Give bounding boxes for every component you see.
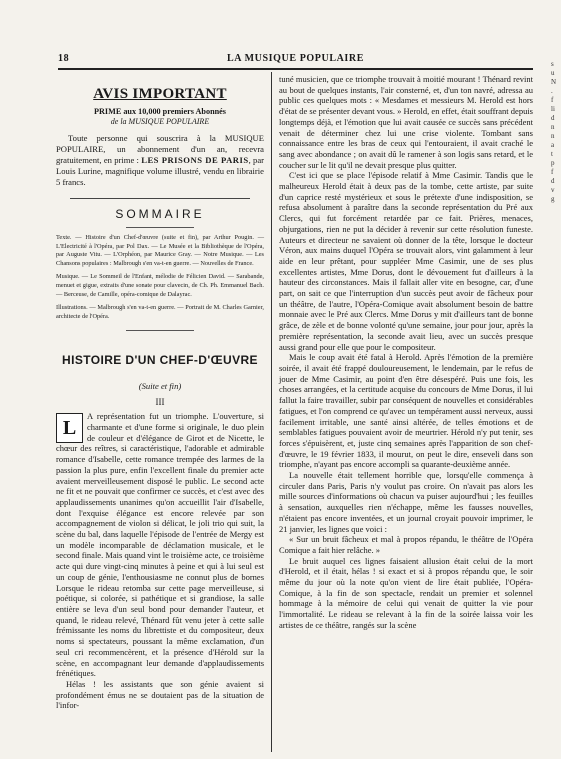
left-column — [56, 76, 264, 711]
header-rule — [58, 68, 533, 70]
paragraph: La nouvelle était tellement horrible que, lorsqu'elle commença à circuler dans Paris, Paris n'y voulut pas croire. On n'avait pas alors les mille sources d'informations où chacun va puiser aujourd'hui ; les feuilles à sensation, auxquelles rien n'échappe, même les fausses nouvelles, n'étaient pas encore inventées, et un journal croyait pouvoir imprimer, le 21 janvier, les lignes que voici : — [279, 470, 533, 534]
article-title: HISTOIRE D'UN CHEF-D'ŒUVRE — [62, 353, 258, 368]
column-separator — [271, 72, 272, 752]
avis-title: AVIS IMPORTANT — [93, 86, 227, 102]
avis-body — [56, 133, 264, 188]
article-suite: (Suite et fin) — [138, 381, 182, 392]
prime-subline: de la MUSIQUE POPULAIRE — [110, 117, 210, 126]
paragraph: Le bruit auquel ces lignes faisaient allusion était celui de la mort d'Herold, et il était, hélas ! si exact et si à propos répandu que, le soir même du jour où la note qu'on vient de lire était publiée, l'Opéra-Comique, à la fin de son spectacle, rendait un premier et solennel hommage à la mémoire de celui qui venait de quitter la vie pour l'immortalité. Le rideau se relevant à la fin de la soirée laissa voir les artistes de ce théâtre, rangés sur la scène — [279, 555, 533, 630]
article-body-left — [56, 411, 264, 711]
avis-body-pre: Toute personne qui souscrira à la MUSIQUE POPULAIRE, un abonnement d'un an, recevra gratuitement, en prime : — [56, 133, 264, 165]
drop-cap: L — [56, 413, 83, 443]
adjacent-page-edge: s u N . f li d n n a t p f d v g — [551, 60, 557, 203]
sommaire-illustrations: Illustrations. — Malbrough s'en va-t-en guerre. — Portrait de M. Charles Garnier, architecte de l'Opéra. — [56, 304, 264, 320]
chapter-number: III — [155, 397, 165, 408]
sommaire-musique: Musique. — Le Sommeil de l'Enfant, mélodie de Félicien David. — Sarabande, menuet et gigue, extraits d'une sonate pour clavecin, de Ch. Ph. Emmanuel Bach. — Berceuse, de Camille, opéra-comique de Dalayrac. — [56, 273, 264, 298]
sommaire-bottom-rule — [126, 330, 194, 331]
section-divider — [70, 198, 250, 199]
paragraph: Mais le coup avait été fatal à Herold. Après l'émotion de la première soirée, il avait été frappé douloureusement, le lendemain, par le refus de jouer de Mme Casimir, au point d'en être désespéré. Puis une fois, les choses arrangées, et la certitude acquise du concours de Mme Dorus, il lui fallut la faire travailler, subir par conséquent de nouvelles et considérables fatigues, et l'on comprend ce qu'avec un tempérament aussi nerveux, aussi facilement irritable, une santé ainsi altérée, de telles émotions et de semblables fatigues pouvaient avoir de meurtrier. Hérold n'y put tenir, ses forces s'épuisèrent, et, juste cinq semaines après l'apparition de son chef-d'œuvre, le 19 février 1833, il mourut, on peut le dire, enseveli dans son triomphe, n'ayant pas encore accompli sa quarante-deuxième année. — [279, 352, 533, 470]
prime-line: PRIME aux 10,000 premiers Abonnés — [94, 107, 226, 116]
prisons-title: LES PRISONS DE PARIS — [141, 155, 249, 165]
right-column — [279, 74, 533, 631]
running-header — [58, 53, 533, 67]
article-body-right — [279, 74, 533, 631]
publication-title: LA MUSIQUE POPULAIRE — [226, 53, 364, 64]
paragraph: Hélas ! les assistants que son génie avaient si profondément émus ne se doutaient pas de la situation de l'infor- — [56, 678, 264, 711]
page-number: 18 — [58, 53, 70, 64]
quote-paragraph: « Sur un bruit fâcheux et mal à propos répandu, le théâtre de l'Opéra Comique a fait hier relâche. » — [279, 534, 533, 555]
sommaire-rule — [126, 227, 194, 228]
paragraph: A représentation fut un triomphe. L'ouverture, si charmante et d'une forme si originale, le duo plein de couleur et d'élégance de Girot et de Nicette, le chœur des reîtres, si caractéristique, l'adorable et admirable romance d'Isabelle, cette romance trempée des larmes de la passion la plus pure, enfin l'excellent finale du premier acte avaient merveilleusement disposé le public. Le second acte ne fit et ne pouvait que confirmer ce succès, et c'est avec des applaudissements unanimes qu'on accueillit l'air d'Isabelle, dont l'exquise élégance est encore relevée par son accompagnement de violon si délicat, le joli trio qui suit, la scène du bal, dans laquelle l'épisode de l'entrée de Mergy est un modèle incomparable de déclamation musicale, et le second finale. Mais quand vint le troisième acte, ce troisième acte qui dure vingt-cinq minutes à peine et qui à lui seul est un coup de génie, l'enthousiasme ne connut plus de bornes Lorsque le rideau retomba sur cette page merveilleuse, si poétique, si colorée, si pathétique et si grandiose, la salle entière se leva d'un seul bond pour demander l'auteur, et quand, le rideau relevé, Thénard fût venu jeter à cette salle frémissante les noms du librettiste et du compositeur, deux noms si spectateurs, poussant la même exclamation, d'un seul cri recommencèrent, et la présence d'Hérold sur la scène, en accompagnant leur demande d'applaudissements frénétiques. — [56, 411, 264, 679]
paragraph: tuné musicien, que ce triomphe trouvait à moitié mourant ! Thénard revint au bout de quelques instants, l'air consterné, et, d'un ton navré, adressa au public ces quelques mots : « Mesdames et messieurs M. Herold est hors d'état de se présenter devant vous. » Herold, en effet, était souffrant depuis longtemps déjà, et l'émotion que lui avait causée ce succès sans précédent venait de déterminer chez lui une crise violente. Tombant sans connaissance entre les bras de ceux qui l'entouraient, il avait craché le sang avec abondance ; on avait dû le ramener à son logis sans retard, et le coucher sur le lit qu'il ne devait presque plus quitter. — [279, 74, 533, 170]
sommaire-title: SOMMAIRE — [115, 207, 205, 221]
avis-body-post: , par Louis Lurine, magnifique volume illustré, vendu en librairie 5 francs. — [56, 155, 264, 187]
sommaire-texte: Texte. — Histoire d'un Chef-d'œuvre (suite et fin), par Arthur Pougin. — L'Electricité à l'Opéra, par Pol Dax. — Le Musée et la Bibliothèque de l'Opéra, par Auguste Vitu. — L'Orphéon, par Maurice Gray. — Notre Musique. — Les Chansons populaires : Malbrough s'en va-t-en guerre. — Nouvelles de France. — [56, 234, 264, 267]
paragraph: C'est ici que se place l'épisode relatif à Mme Casimir. Tandis que le malheureux Herold était à deux pas de la tombe, cette artiste, par suite d'un caprice resté mystérieux et sous le prétexte d'une indisposition, se refusa absolument à paraître dans la seconde représentation du Pré aux Clercs, qui fut forcément retardée par ce fait. Prières, menaces, objurgations, rien ne put la décider à revenir sur cette résolution funeste. Auteurs et directeur ne savaient où donner de la tête, lorsque le docteur Véron, aux mains duquel l'Opéra se trouvait alors, vint galamment à leur aide en leur prêtant, pour suppléer Mme Casimir, une de ses plus excellentes artistes, Mme Dorus, dont le dévouement fut d'ailleurs à la hauteur des circonstances. Mais il fallait aller vite en besogne, car, d'une part, on sait ce que l'interruption d'un succès peut avoir de fâcheux pour un théâtre, de l'autre, l'Opéra-Comique avait absolument besoin de battre monnaie avec le Pré aux Clercs. Mme Dorus y mit d'ailleurs tant de bonne grâce, de zèle et de bonne volonté qu'une semaine, jour pour jour, après la première représentation, la seconde avait lieu, avec un succès presque aussi grand pour elle que pour le compositeur. — [279, 170, 533, 352]
